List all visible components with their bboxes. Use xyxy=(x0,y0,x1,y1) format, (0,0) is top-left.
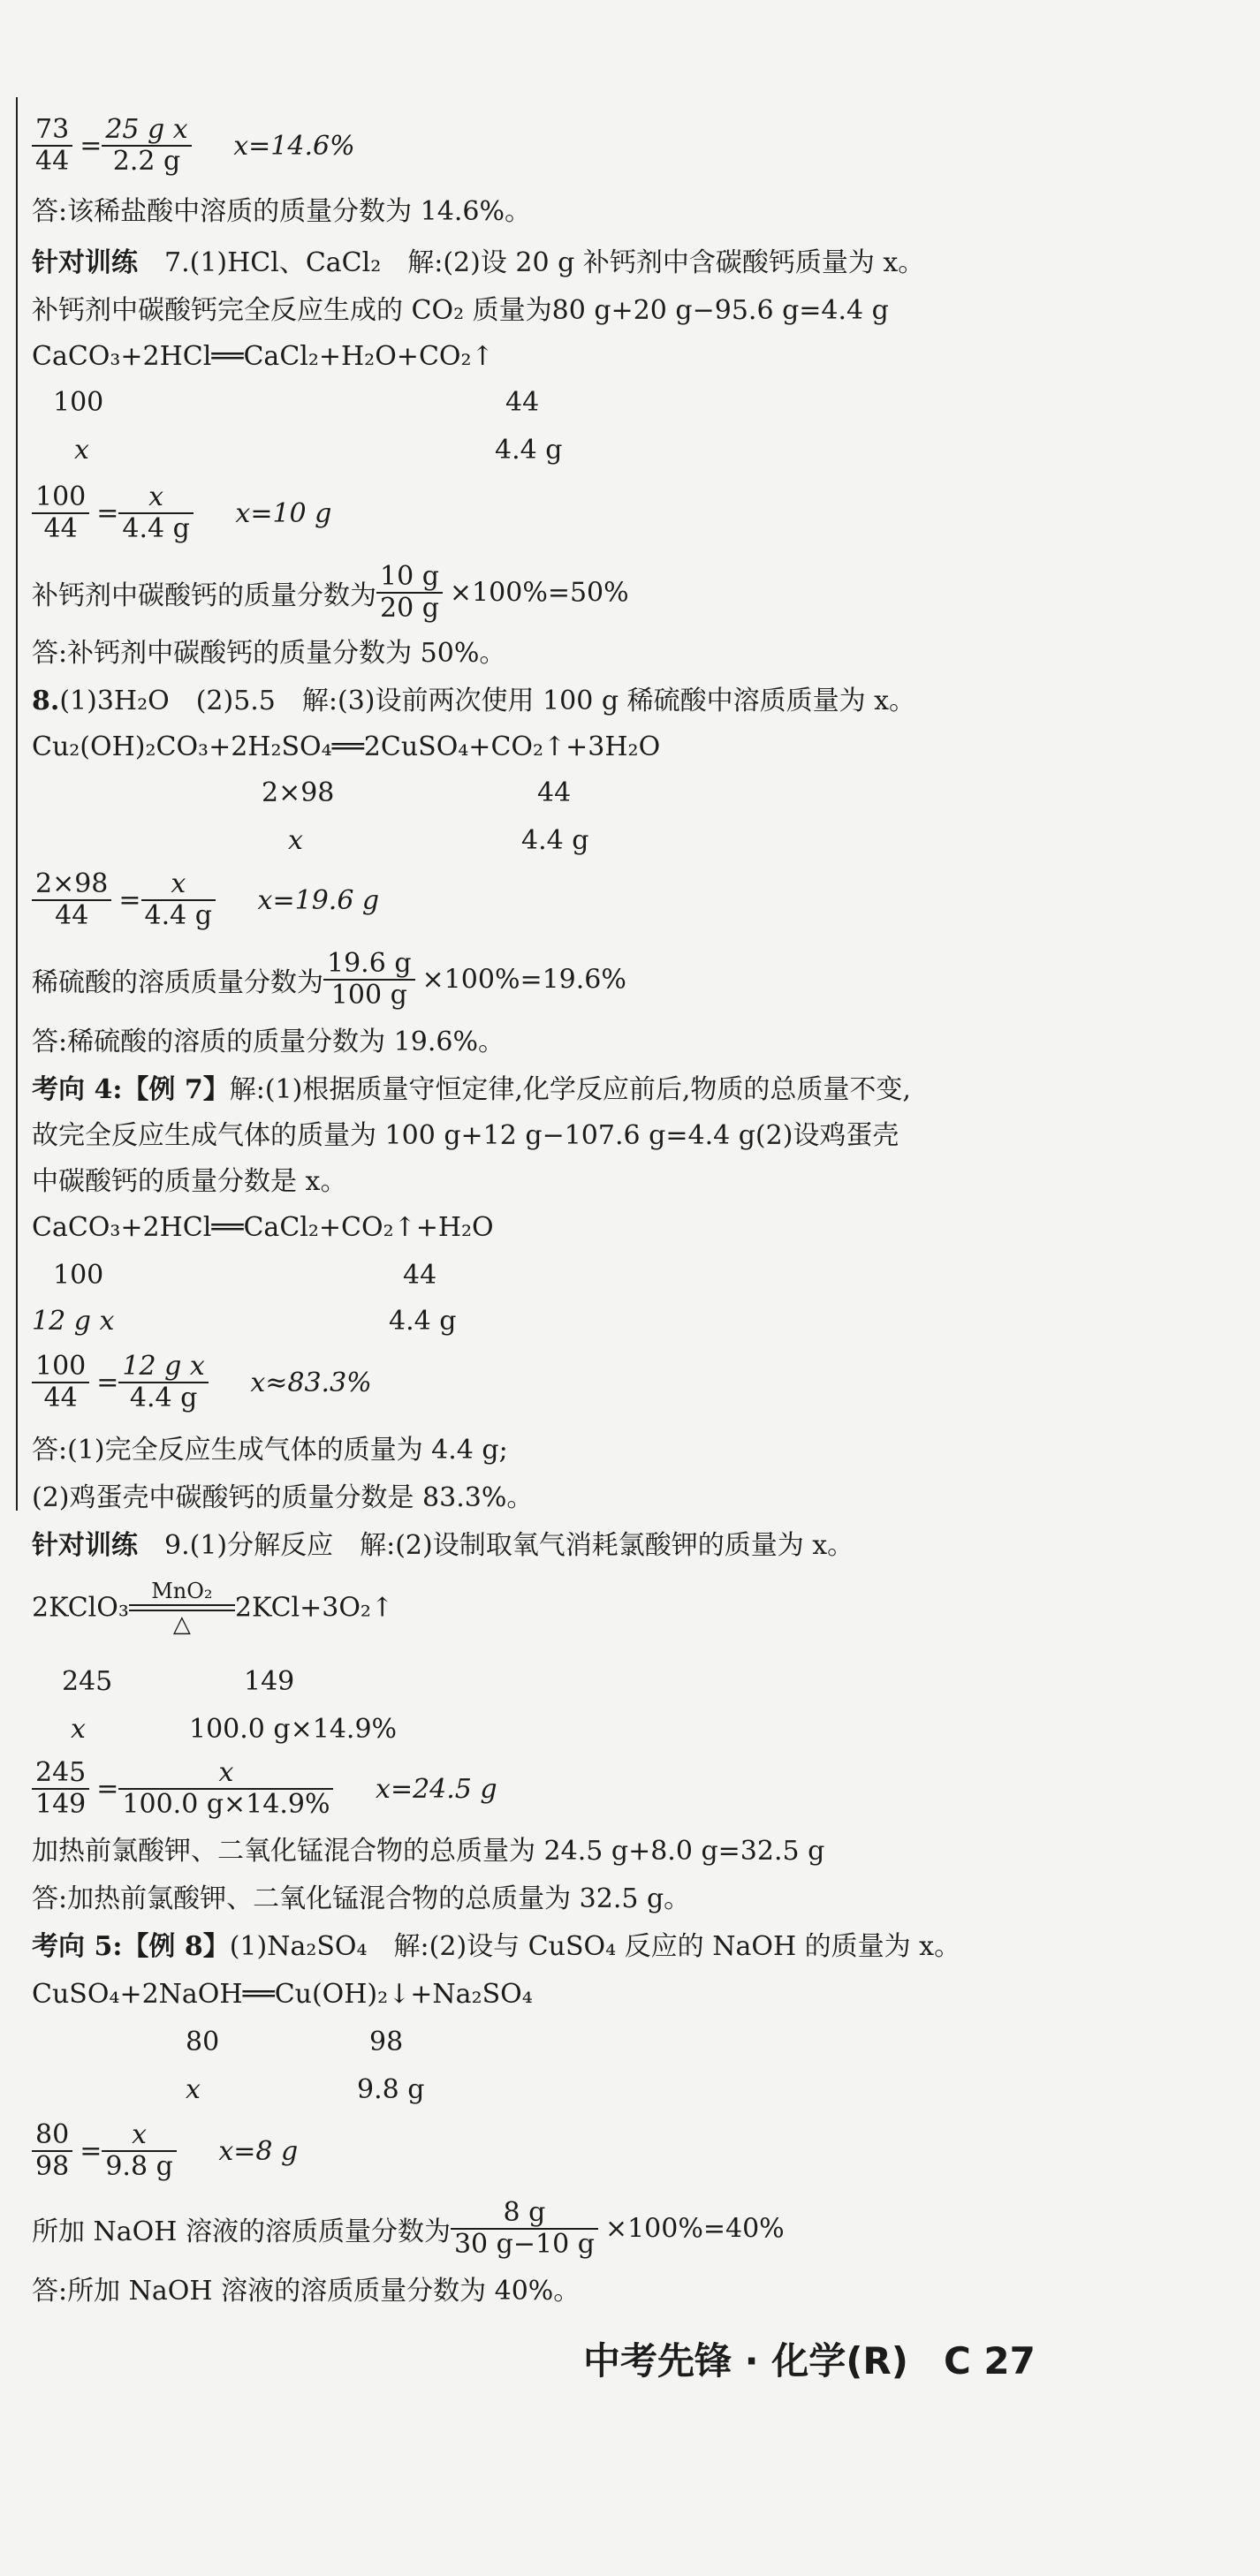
decomposition-equation: 2KClO₃ MnO₂ △ 2KCl+3O₂↑ xyxy=(32,1579,394,1638)
text-line: 加热前氯酸钾、二氧化锰混合物的总质量为 24.5 g+8.0 g=32.5 g xyxy=(32,1836,825,1867)
equation-5: $\frac{245}{149}$ = $\frac{x}{100.0 g\times 14.9\%}$ x=24.5 g xyxy=(32,1758,497,1820)
answer-line: 答:所加 NaOH 溶液的溶质质量分数为 40%。 xyxy=(32,2276,581,2307)
text-line: 中碳酸钙的质量分数是 x。 xyxy=(32,1166,347,1197)
book-title: 中考先锋 · 化学(R) xyxy=(583,2339,908,2383)
text-line: 补钙剂中碳酸钙完全反应生成的 CO₂ 质量为80 g+20 g−95.6 g=4.4 g xyxy=(32,295,889,326)
chemical-equation: CuSO₄+2NaOH══Cu(OH)₂↓+Na₂SO₄ xyxy=(32,1979,533,2010)
answer-line: 答:该稀盐酸中溶质的质量分数为 14.6%。 xyxy=(32,196,531,227)
example-7-line: 考向 4:【例 7】解:(1)根据质量守恒定律,化学反应前后,物质的总质量不变, xyxy=(32,1074,911,1105)
coefficient: 2×98 xyxy=(262,777,335,808)
percent-calc: 补钙剂中碳酸钙的质量分数为 $\frac{10 g}{20 g}$ ×100%=50% xyxy=(32,561,629,624)
coefficient: 44 xyxy=(403,1260,437,1291)
question-8-line: 8.(1)3H₂O (2)5.5 解:(3)设前两次使用 100 g 稀硫酸中溶质质量为 x。 xyxy=(32,686,916,716)
example-8-line: 考向 5:【例 8】(1)Na₂SO₄ 解:(2)设与 CuSO₄ 反应的 NaOH 的质量为 x。 xyxy=(32,1931,961,1962)
unknown: x xyxy=(186,2074,201,2105)
answer-line: 答:稀硫酸的溶质的质量分数为 19.6%。 xyxy=(32,1027,505,1057)
coefficient: 100 xyxy=(53,387,104,418)
unknown: x xyxy=(71,1714,86,1745)
text-line: 故完全反应生成气体的质量为 100 g+12 g−107.6 g=4.4 g(2)设鸡蛋壳 xyxy=(32,1120,899,1151)
margin-rule xyxy=(16,97,18,1511)
known-mass: 4.4 g xyxy=(389,1306,457,1337)
training-line: 针对训练 9.(1)分解反应 解:(2)设制取氧气消耗氯酸钾的质量为 x。 xyxy=(32,1530,854,1561)
known-mass: 4.4 g xyxy=(495,435,563,466)
equation-4: $\frac{100}{44}$ = $\frac{\text{12 g x}}{4.4 g}$ x≈83.3% xyxy=(32,1352,372,1413)
coefficient: 98 xyxy=(369,2027,404,2057)
chemical-equation: CaCO₃+2HCl══CaCl₂+CO₂↑+H₂O xyxy=(32,1212,494,1243)
coefficient: 245 xyxy=(62,1666,113,1697)
percent-calc: 所加 NaOH 溶液的溶质质量分数为 $\frac{8 g}{30 g-10 g}$ ×100%=40% xyxy=(32,2197,785,2260)
chemical-equation: Cu₂(OH)₂CO₃+2H₂SO₄══2CuSO₄+CO₂↑+3H₂O xyxy=(32,731,661,762)
known-mass: 100.0 g×14.9% xyxy=(189,1714,398,1745)
answer-line: 答:(1)完全反应生成气体的质量为 4.4 g; xyxy=(32,1435,508,1466)
coefficient: 44 xyxy=(537,777,572,808)
coefficient: 100 xyxy=(53,1260,104,1291)
training-line: 针对训练 7.(1)HCl、CaCl₂ 解:(2)设 20 g 补钙剂中含碳酸钙质量为 x。 xyxy=(32,247,925,278)
unknown: 12 g x xyxy=(32,1306,115,1337)
answer-line: (2)鸡蛋壳中碳酸钙的质量分数是 83.3%。 xyxy=(32,1482,534,1513)
equation-3: $\frac{2\times 98}{44}$ = $\frac{x}{4.4 g}$ x=19.6 g xyxy=(32,869,379,931)
percent-calc: 稀硫酸的溶质质量分数为 $\frac{19.6 g}{100 g}$ ×100%=19.6% xyxy=(32,948,626,1011)
answer-line: 答:加热前氯酸钾、二氧化锰混合物的总质量为 32.5 g。 xyxy=(32,1883,691,1914)
known-mass: 9.8 g xyxy=(357,2074,425,2105)
equation-2: $\frac{100}{44}$ = $\frac{x}{4.4 g}$ x=10 g xyxy=(32,482,331,544)
coefficient: 149 xyxy=(244,1666,295,1697)
unknown: x xyxy=(74,435,89,466)
coefficient: 44 xyxy=(505,387,540,418)
chemical-equation: CaCO₃+2HCl══CaCl₂+H₂O+CO₂↑ xyxy=(32,341,494,372)
equation-1: $\frac{73}{44}$ = $\frac{\text{25 g x}}{2.2 g}$ x=14.6% xyxy=(32,115,355,177)
coefficient: 80 xyxy=(186,2027,220,2057)
page-number: C 27 xyxy=(943,2339,1036,2383)
unknown: x xyxy=(288,825,303,856)
answer-line: 答:补钙剂中碳酸钙的质量分数为 50%。 xyxy=(32,638,506,669)
page-footer xyxy=(583,2332,1036,2385)
equation-6: $\frac{80}{98}$ = $\frac{x}{9.8 g}$ x=8 g xyxy=(32,2120,298,2182)
known-mass: 4.4 g xyxy=(521,825,589,856)
